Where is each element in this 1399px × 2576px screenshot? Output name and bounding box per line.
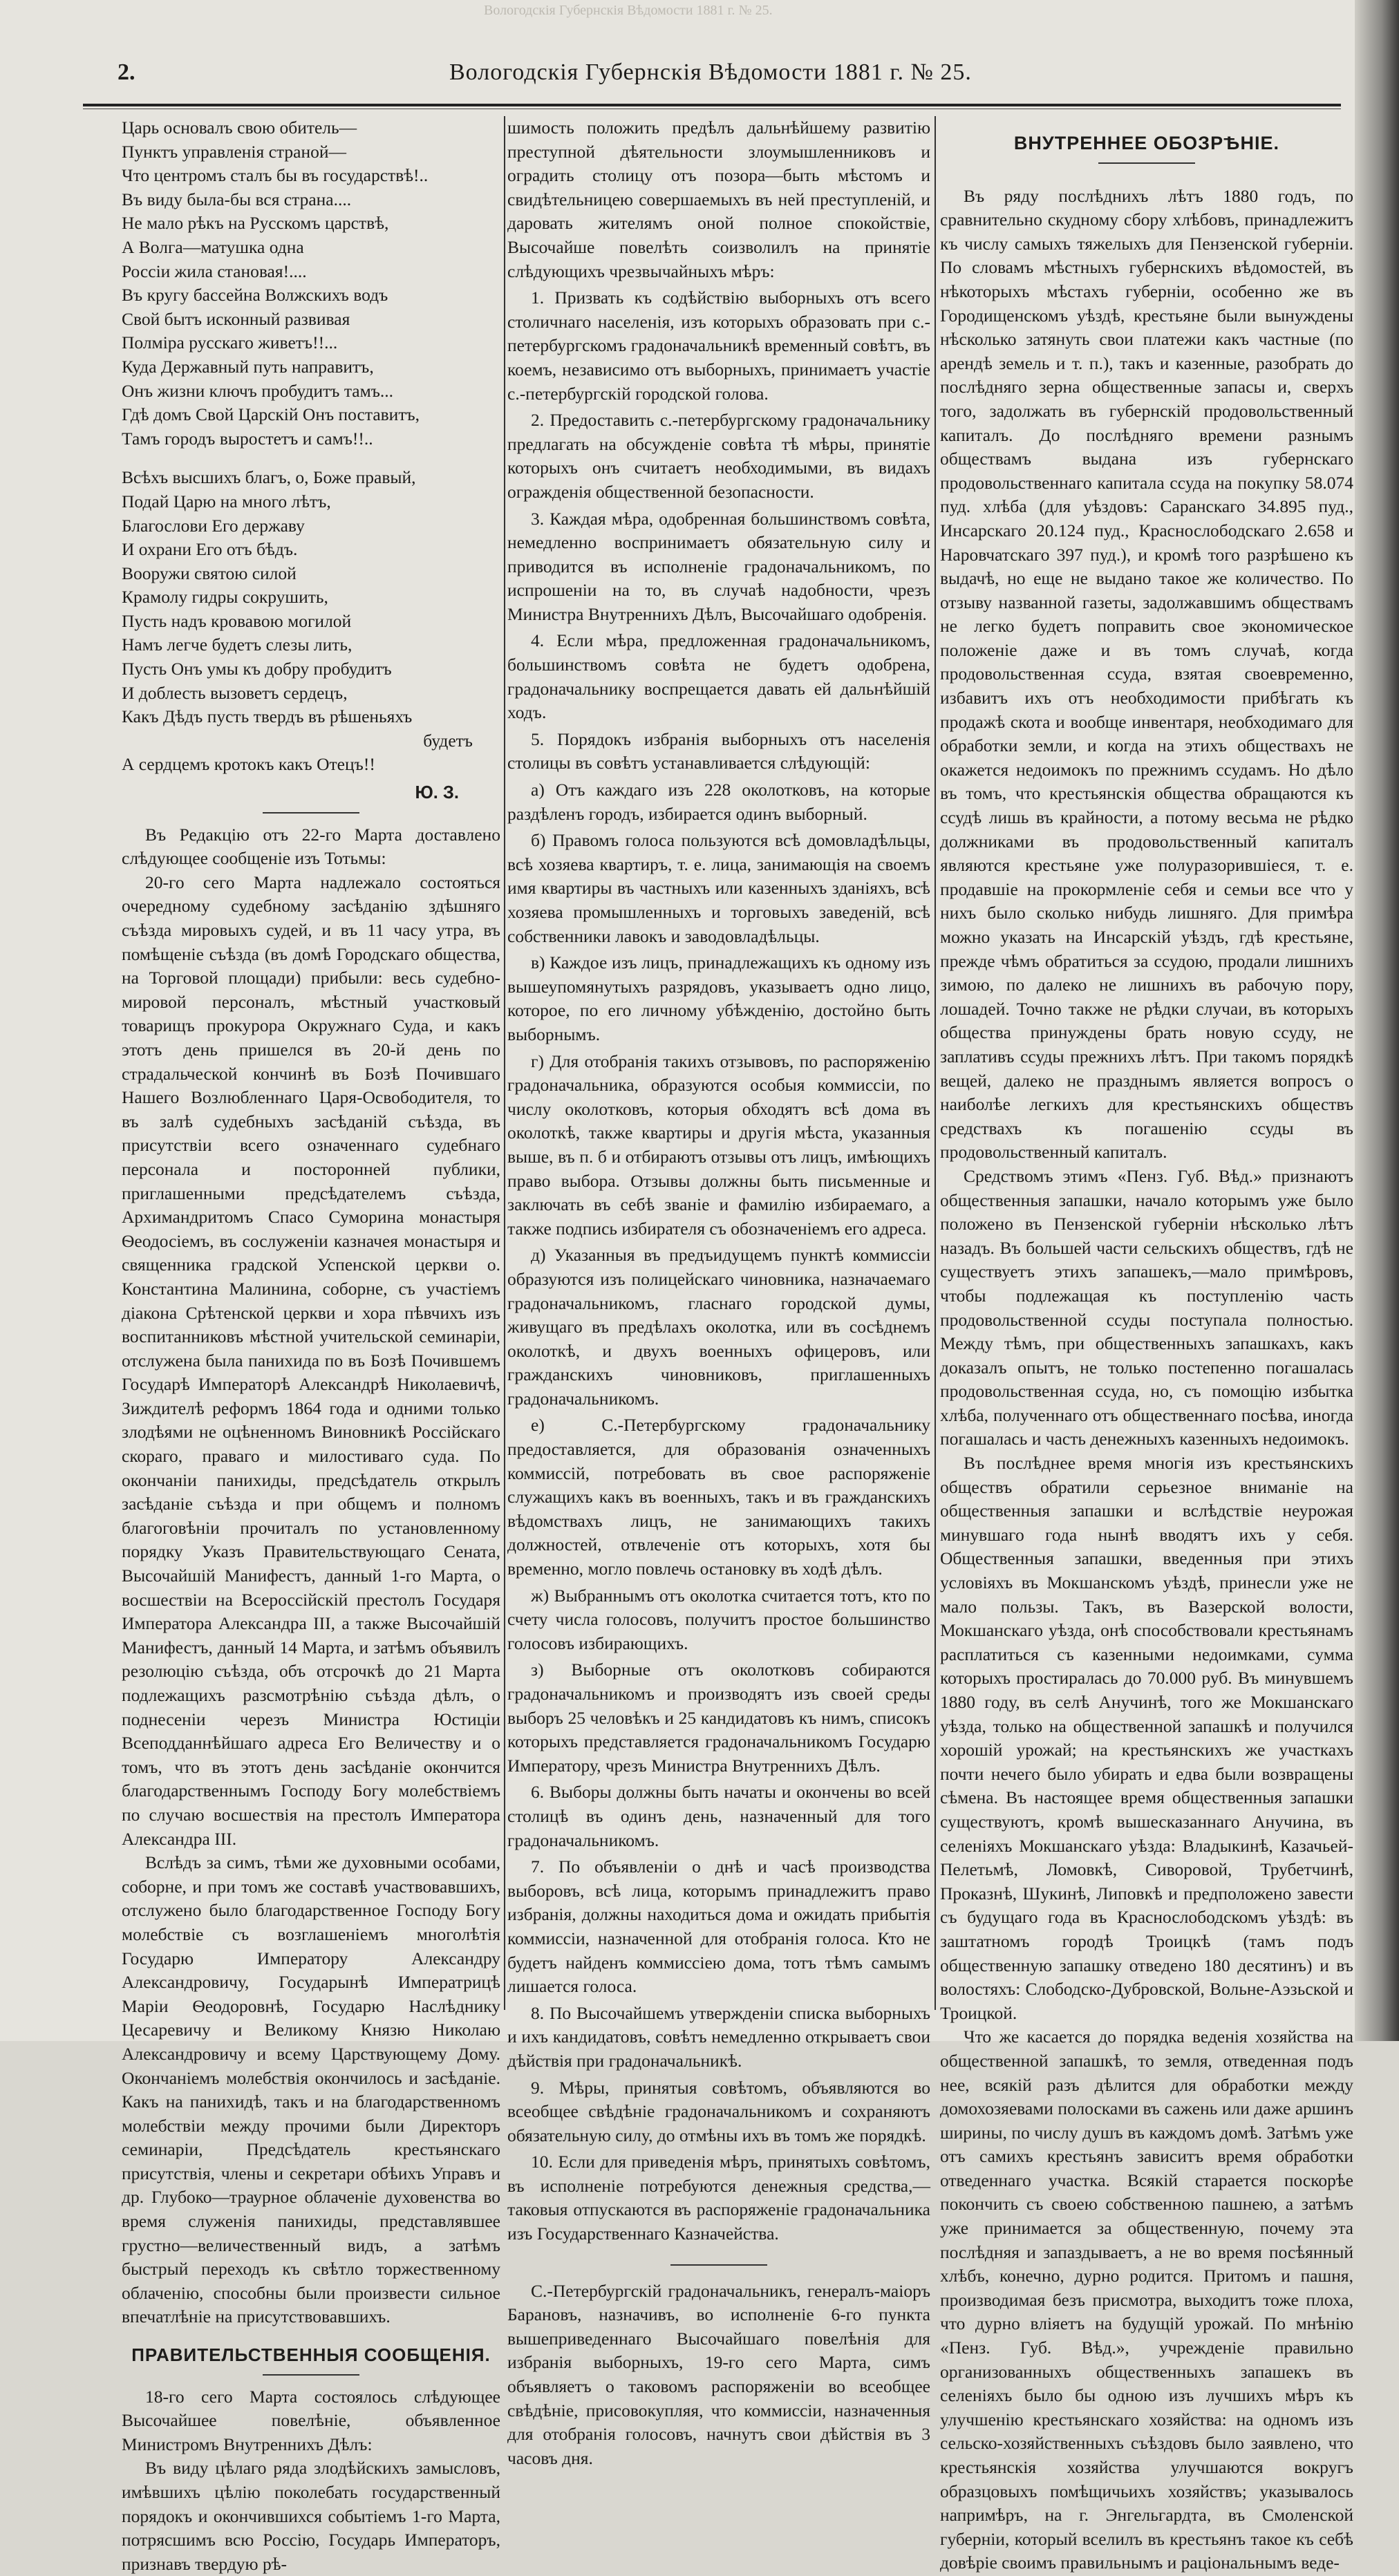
baranov-announcement: С.-Петербургскій градоначальникъ, генералъ-маіоръ Барановъ, назначивъ, во исполненіе 6-го пункта вышеприведеннаго Высочайшаго повелѣнія для избранія выборныхъ, 19-го сего Марта, симъ объявляетъ о таковомъ распоряженіи во всеобщее свѣдѣніе, присовокупляя, что коммиссіи, назначенныя для отобранія голосовъ, начнутъ свои дѣйствія въ 3 часовъ дня. — [507, 2280, 930, 2468]
poem-line: А Волга—матушка одна — [122, 236, 304, 257]
poem-line: Въ виду была-бы вся страна.... — [122, 189, 352, 209]
decree-item: 9. Мѣры, принятыя совѣтомъ, объявляются во всеобщее свѣдѣніе градоначальникомъ и сохраняютъ обязательную силу, до отмѣны ихъ въ томъ же порядкѣ. — [507, 2077, 930, 2145]
poem-line: Пусть надъ кровавою могилой — [122, 610, 352, 631]
poem-line: Россіи жила становая!.... — [122, 261, 307, 281]
bleed-through-text: Вологодскія Губернскія Вѣдомости 1881 г. № 25. — [484, 3, 773, 18]
totma-intro: Въ Редакцію отъ 22-го Марта доставлено слѣдующее сообщеніе изъ Тотьмы: — [122, 824, 500, 869]
poem-line: Онъ жизни ключъ пробудитъ тамъ... — [122, 380, 394, 401]
poem-line: Въ кругу бассейна Волжскихъ водъ — [122, 285, 388, 305]
decree-item: 6. Выборы должны быть начаты и окончены во всей столицѣ въ одинъ день, назначенный для того градоначальникомъ. — [507, 1782, 930, 1850]
poem-line: Царь основалъ свою обитель— — [122, 117, 357, 138]
poem-line: будетъ — [423, 730, 473, 751]
review-paragraph-4: Что же касается до порядка веденія хозяйства на общественной запашкѣ, то земля, отведенная подъ нее, всякій разъ дѣлится для обработки между домохозяевами полосками въ сажень или даже аршинъ ширины, по числу душъ въ каждомъ домѣ. Затѣмъ уже отъ самихъ крестьянъ зависитъ время обработки отведеннаго участка. Всякій старается поскорѣе покончить съ своею собственною пашнею, а затѣмъ уже принимается за общественную, почему эта послѣдняя и запаздываетъ, а не во время посѣянный хлѣбъ, конечно, дурно родится. Притомъ и пашня, производимая безъ присмотра, выходитъ тоже плоха, что дурно вліяетъ на будущій урожай. По мнѣнію «Пенз. Губ. Вѣд.», учрежденіе правильно организованныхъ общественныхъ запашекъ въ селеніяхъ было бы одною изъ лучшихъ мѣръ къ улучшенію крестьянскаго хозяйства: на одномъ изъ сельско-хозяйственныхъ съѣздовъ было заявлено, что крестьянскія хозяйства улучшаются вокругъ образцовыхъ помѣщичьихъ хозяйствъ; указывалось напримѣръ, на г. Энгельгардта, въ Смоленской губерніи, который вселилъ въ крестьянъ такое къ себѣ довѣріе своимъ правильнымъ и раціональнымъ веде- — [940, 2027, 1353, 2573]
poem-line: И охрани Его отъ бѣдъ. — [122, 539, 298, 560]
decree-item: 2. Предоставить с.-петербургскому градоначальнику предлагать на обсужденіе совѣта тѣ мѣры, принятіе которыхъ онъ считаетъ необходимыми, въ видахъ огражденія общественной безопасности. — [507, 410, 930, 502]
review-paragraph-2: Средствомъ этимъ «Пенз. Губ. Вѣд.» признаютъ общественныя запашки, начало которымъ уже было положено въ Пензенской губерніи нѣсколько лѣтъ назадъ. Въ большей части сельскихъ обществъ, гдѣ не существуетъ этихъ запашекъ,—мало примѣровъ, чтобы подлежащая къ поступленію часть продовольственной ссуды поступала полностью. Между тѣмъ, при общественныхъ запашкахъ, какъ доказалъ опытъ, не только постепенно погашалась продовольственная ссуда, но, съ помощію избытка хлѣба, полученнаго отъ общественнаго посѣва, иногда погашалась и часть денежныхъ казенныхъ недоимокъ. — [940, 1165, 1353, 1449]
divider-rule — [263, 2374, 359, 2376]
poem-stanza-2 — [122, 466, 500, 777]
column-1 — [122, 116, 500, 2576]
divider-rule — [1098, 162, 1195, 164]
decree-item: 4. Если мѣра, предложенная градоначальникомъ, большинствомъ совѣта не будетъ одобрена, градоначальнику воспрещается давать ей дальнѣйшій ходъ. — [507, 630, 930, 723]
column-divider-2 — [935, 116, 936, 2010]
decree-intro: шимость положить предѣлъ дальнѣйшему развитію преступной дѣятельности злоумышленниковъ и оградить столицу отъ позора—быть мѣстомъ и свидѣтельницею совершаемыхъ въ ней преступленій, и даровать жителямъ оной полное спокойствіе, Высочайше повелѣть соизволилъ на принятіе слѣдующихъ чрезвычайныхъ мѣръ: — [507, 117, 930, 281]
divider-rule — [263, 812, 359, 814]
column-2 — [507, 116, 930, 2470]
gov-announcement-intro: 18-го сего Марта состоялось слѣдующее Высочайшее повелѣніе, объявленное Министромъ Внутреннихъ Дѣлъ: — [122, 2386, 500, 2454]
decree-item: 8. По Высочайшемъ утвержденіи списка выборныхъ и ихъ кандидатовъ, совѣтъ немедленно открываетъ свои дѣйствія при градоначальникѣ. — [507, 2002, 930, 2071]
gov-announcement-text: Въ виду цѣлаго ряда злодѣйскихъ замысловъ, имѣвшихъ цѣлію поколебать государственный порядокъ и окончившихся событіемъ 1-го Марта, потрясшимъ всю Россію, Государь Императоръ, признавъ твердую рѣ- — [122, 2458, 500, 2574]
column-divider-1 — [504, 116, 505, 2010]
decree-item: в) Каждое изъ лицъ, принадлежащихъ къ одному изъ вышеупомянутыхъ разрядовъ, указываетъ одно лицо, которое, по его личному убѣжденію, достойно быть выборнымъ. — [507, 952, 930, 1044]
poem-line: Вооружи святою силой — [122, 563, 297, 583]
decree-item: е) С.-Петербургскому градоначальнику предоставляется, для образованія означенныхъ коммиссій, потребовать въ свое распоряженіе служащихъ какъ въ военныхъ, такъ и въ гражданскихъ вѣдомствахъ лицъ, не занимающихъ такихъ должностей, отвлеченіе отъ которыхъ, хотя бы временно, могло повлечь остановку въ ходѣ дѣлъ. — [507, 1415, 930, 1579]
masthead: Вологодскія Губернскія Вѣдомости 1881 г. № 25. — [449, 59, 972, 85]
review-paragraph-1: Въ ряду послѣднихъ лѣтъ 1880 годъ, по сравнительно скудному сбору хлѣбовъ, принадлежитъ къ числу самыхъ тяжелыхъ для Пензенской губерніи. По словамъ мѣстныхъ губернскихъ вѣдомостей, въ нѣкоторыхъ мѣстахъ губерніи, особенно же въ Городищенскомъ уѣздѣ, крестьяне были вынуждены нѣсколько затянуть свои платежи какъ частные (по арендѣ земель и т. п.), такъ и казенные, разобрать до послѣдняго зерна общественные запасы и, сверхъ того, задолжать въ губернскій продовольственный капиталъ. До послѣдняго времени разнымъ обществамъ выдана изъ губернскаго продовольственнаго капитала ссуда на покупку 58.074 пуд. хлѣба (для уѣздовъ: Саранскаго 34.895 пуд., Инсарскаго 20.124 пуд., Краснослободскаго 2.658 и Наровчатскаго 397 пуд.), и кромѣ того разрѣшено къ выдачѣ, но еще не выдано такое же количество. По отзыву названной газеты, задолжавшимъ обществамъ не легко будетъ поправить свое экономическое положеніе даже и въ томъ случаѣ, когда продовольственная ссуда, взятая своевременно, избавитъ ихъ отъ необходимости прибѣгать къ продажѣ скота и вообще инвентаря, необходимаго для обработки земли, и когда на этихъ обществахъ не окажется недоимокъ по прежнимъ ссудамъ. Но дѣло въ томъ, что крестьянскія общества обращаются къ ссудѣ лишь въ крайности, а потому весьма не рѣдко должниками въ продовольственный капиталъ являются крестьяне уже полуразорившіеся, т. е. продавшіе на прокормленіе себя и семьи все что у нихъ было сколько нибудь лишняго. Для примѣра можно указать на Инсарскій уѣздъ, гдѣ крестьяне, прежде чѣмъ обратиться за ссудою, продали лишнихъ зимою, по далеко не лишнихъ въ рабочую пору, лошадей. Точно также не рѣдки случаи, въ которыхъ общества принуждены брать новую ссуду, не заплативъ ссуды прежнихъ лѣтъ. При такомъ порядкѣ вещей, далеко не празднымъ является вопросъ о наиболѣе легкихъ для крестьянскихъ обществъ средствахъ къ погашенію ссуды въ продовольственный капиталъ. — [940, 185, 1353, 1163]
poem — [122, 116, 500, 451]
decree-items — [507, 286, 930, 2246]
poem-line: И доблесть вызоветъ сердецъ, — [122, 682, 348, 703]
poem-line: Крамолу гидры сокрушить, — [122, 587, 328, 608]
poem-line: Свой бытъ исконный развивая — [122, 308, 350, 329]
poem-line: Подай Царю на много лѣтъ, — [122, 491, 331, 511]
poem-line: Тамъ городъ выростетъ и самъ!!.. — [122, 428, 373, 449]
poem-line: А сердцемъ кротокъ какъ Отецъ!! — [122, 754, 375, 775]
government-announcements-heading: ПРАВИТЕЛЬСТВЕННЫЯ СООБЩЕНІЯ. — [131, 2344, 491, 2366]
poem-signature: Ю. З. — [415, 783, 459, 803]
divider-rule — [670, 2264, 767, 2266]
page-number: 2. — [118, 59, 135, 85]
poem-line: Не мало рѣкъ на Русскомъ царствѣ, — [122, 213, 389, 234]
decree-item: 10. Если для приведенія мѣръ, принятыхъ совѣтомъ, въ исполненіе потребуются денежныя средства,—таковыя отпускаются въ распоряженіе градоначальника изъ Государственнаго Казначейства. — [507, 2152, 930, 2244]
review-paragraph-3: Въ послѣднее время многія изъ крестьянскихъ обществъ обратили серьезное вниманіе на общественныя запашки и вслѣдствіе неурожая минувшаго года нынѣ вводятъ ихъ у себя. Общественныя запашки, введенныя при этихъ условіяхъ въ Мокшанскомъ уѣздѣ, принесли уже не мало пользы. Такъ, въ Вазерской волости, Мокшанскаго уѣзда, онѣ способствовали крестьянамъ расплатиться съ казенными недоимками, сумма которыхъ простиралась до 70.000 руб. Въ минувшемъ 1880 году, въ селѣ Анучинѣ, того же Мокшанскаго уѣзда, только на общественной запашкѣ и получился хорошій урожай; на крестьянскихъ же участкахъ почти нечего было убирать и едва были возвращены сѣмена. Въ настоящее время общественныя запашки существуютъ, кромѣ вышесказаннаго Анучина, въ селеніяхъ Мокшанскаго уѣзда: Владыкинѣ, Казачьей-Пелетьмѣ, Ломовкѣ, Сиворовой, Трубетчинѣ, Проказнѣ, Шукинѣ, Липовкѣ и предположено завести съ будущаго года въ Краснослободскомъ уѣздѣ: въ заштатномъ городѣ Троицкѣ (тамъ подъ общественную запашку отведено 180 десятинъ) и въ волостяхъ: Слободско-Дубровской, Вольне-Аэзьской и Троицкой. — [940, 1453, 1353, 2023]
poem-line: Какъ Дѣдъ пусть твердъ въ рѣшеньяхъ — [122, 706, 413, 727]
decree-item: б) Правомъ голоса пользуются всѣ домовладѣльцы, всѣ хозяева квартиръ, т. е. лица, занимающія на своемъ имя квартиры въ частныхъ или казенныхъ зданіяхъ, всѣ хозяева промышленныхъ и торговыхъ заведеній, всѣ собственники лавокъ и заводовладѣльцы. — [507, 830, 930, 946]
poem-line: Пусть Онъ умы къ добру пробудитъ — [122, 659, 392, 679]
decree-item: з) Выборные отъ околотковъ собираются градоначальникомъ и производятъ изъ своей среды выборъ 25 человѣкъ и 25 кандидатовъ къ нимъ, списокъ которыхъ представляется градоначальникомъ Государю Императору, чрезъ Министра Внутреннихъ Дѣлъ. — [507, 1660, 930, 1776]
poem-line: Благослови Его державу — [122, 515, 305, 536]
poem-line: Куда Державный путь направитъ, — [122, 356, 374, 377]
poem-line: Всѣхъ высшихъ благъ, о, Боже правый, — [122, 467, 416, 488]
totma-report: 20-го сего Марта надлежало состояться очередному судебному засѣданію здѣшняго съѣзда мировыхъ судей, и въ 11 часу утра, въ помѣщеніе съѣзда (въ домѣ Городскаго общества, на Торговой площади) прибыли: весь судебно-мировой персоналъ, мѣстный участковый товарищъ прокурора Окружнаго Суда, и какъ этотъ день пришелся въ 20-й день по страдальческой кончинѣ въ Бозѣ Почившаго Нашего Возлюбленнаго Царя-Освободителя, то въ залѣ судебныхъ засѣданій съѣзда, въ присутствіи всего означеннаго судебнаго персонала и посторонней публики, приглашенными предсѣдателемъ съѣзда, Архимандритомъ Спасо Суморина монастыря Ѳеодосіемъ, въ сослуженіи казначея монастыря и священника градской Успенской церкви о. Константина Малинина, соборне, съ участіемъ діакона Срѣтенской церкви и хора пѣвчихъ изъ воспитанниковъ мѣстной учительской семинаріи, отслужена была панихида по въ Бозѣ Почившемъ Государѣ Императорѣ Александрѣ Николаевичѣ, Зиждителѣ реформъ 1864 года и одними только злодѣями не оцѣненномъ Виновникѣ Россійскаго скораго, праваго и милостиваго суда. По окончаніи панихиды, предсѣдатель открылъ засѣданіе съѣзда и при общемъ и полномъ благоговѣніи прочиталъ по установленному порядку Указъ Правительствующаго Сената, Высочайшій Манифестъ, данный 1-го Марта, о восшествіи на Всероссійскій престолъ Государя Императора Александра III, а также Высочайшій Манифестъ, данный 14 Марта, и затѣмъ объявилъ резолюцію съѣзда, объ отсрочкѣ до 21 Марта подлежащихъ разсмотрѣнію съѣзда дѣлъ, о поднесеніи черезъ Министра Юстиціи Всеподданнѣйшаго адреса Его Величеству и о томъ, что въ этотъ день засѣданіе окончится благодарственнымъ Господу Богу молебствіемъ по случаю восшествія на престолъ Императора Александра III. — [122, 872, 500, 1849]
poem-line: Что центромъ сталъ бы въ государствѣ!.. — [122, 165, 429, 186]
page-edge-shadow — [1355, 0, 1399, 2041]
column-3 — [940, 116, 1353, 2575]
internal-review-heading: ВНУТРЕННЕЕ ОБОЗРѢНІЕ. — [1013, 133, 1280, 153]
decree-item: а) Отъ каждаго изъ 228 околотковъ, на которые раздѣленъ городъ, избирается одинъ выборный. — [507, 780, 930, 824]
page-header — [118, 55, 1348, 91]
decree-item: д) Указанныя въ предъидущемъ пунктѣ коммиссіи образуются изъ полицейскаго чиновника, назначаемаго градоначальникомъ, гласнаго городской думы, живущаго въ предѣлахъ околотка, или въ сосѣднемъ околоткѣ, и двухъ военныхъ офицеровъ, или гражданскихъ чиновниковъ, приглашенныхъ градоначальникомъ. — [507, 1245, 930, 1409]
decree-item: 7. По объявленіи о днѣ и часѣ производства выборовъ, всѣ лица, которымъ принадлежитъ право избранія, должны находиться дома и ожидать прибытія коммиссіи, назначенной для отобранія голоса. Кто не будетъ найденъ коммиссіею дома, тотъ тѣмъ самымъ лишается голоса. — [507, 1856, 930, 1997]
decree-item: 3. Каждая мѣра, одобренная большинствомъ совѣта, немедленно воспринимаетъ обязательную силу и приводится въ исполненіе градоначальникомъ, по испрошеніи на то, въ случаѣ надобности, чрезъ Министра Внутреннихъ Дѣлъ, Высочайшаго одобренія. — [507, 508, 930, 624]
decree-item: 1. Призвать къ содѣйствію выборныхъ отъ всего столичнаго населенія, изъ которыхъ образовать при с.-петербургскомъ градоначальникѣ временный совѣтъ, въ коемъ, независимо отъ выборныхъ, принимаетъ участіе с.-петербургскій городской голова. — [507, 288, 930, 404]
header-rule — [83, 104, 1341, 106]
decree-item: г) Для отобранія такихъ отзывовъ, по распоряженію градоначальника, образуются особыя коммиссіи, по числу околотковъ, которыя обходятъ всѣ дома въ околоткѣ, также квартиры и другія мѣста, указанныя выше, въ п. б и отбираютъ отзывы отъ лицъ, имѣющихъ право выбора. Отзывы должны быть письменные и заключать въ себѣ званіе и фамилію избираемаго, а также подпись избирателя съ обозначеніемъ его адреса. — [507, 1051, 930, 1239]
poem-line: Пунктъ управленія страной— — [122, 141, 347, 162]
decree-item: 5. Порядокъ избранія выборныхъ отъ населенія столицы въ совѣтъ устанавливается слѣдующій: — [507, 728, 930, 773]
poem-line: Гдѣ домъ Свой Царскій Онъ поставитъ, — [122, 404, 420, 425]
totma-report-continued: Вслѣдъ за симъ, тѣми же духовными особами, соборне, и при томъ же составѣ участвовавшихъ, отслужено было благодарственное Господу Богу молебствіе съ возглашеніемъ многолѣтія Государю Императору Александру Александровичу, Государынѣ Императрицѣ Маріи Ѳеодоровнѣ, Государю Наслѣднику Цесаревичу и Великому Князю Николаю Александровичу и всему Царствующему Дому. Окончаніемъ молебствія окончилось и засѣданіе. Какъ на панихидѣ, такъ и на благодарственномъ молебствіи между прочими были Директоръ семинаріи, Предсѣдатель крестьянскаго присутствія, члены и секретари обѣихъ Управъ и др. Глубоко—траурное облаченіе духовенства во время служенія панихиды, представлявшее грустно—величественный видъ, а затѣмъ быстрый переходъ къ свѣтло торжественному облаченію, способны были произвести сильное впечатлѣніе на присутствовавшихъ. — [122, 1852, 500, 2327]
decree-item: ж) Выбраннымъ отъ околотка считается тотъ, кто по счету числа голосовъ, получитъ простое большинство голосовъ избирающихъ. — [507, 1585, 930, 1653]
poem-line: Полміра русскаго живетъ!!... — [122, 332, 338, 353]
poem-line: Намъ легче будетъ слезы лить, — [122, 634, 353, 655]
